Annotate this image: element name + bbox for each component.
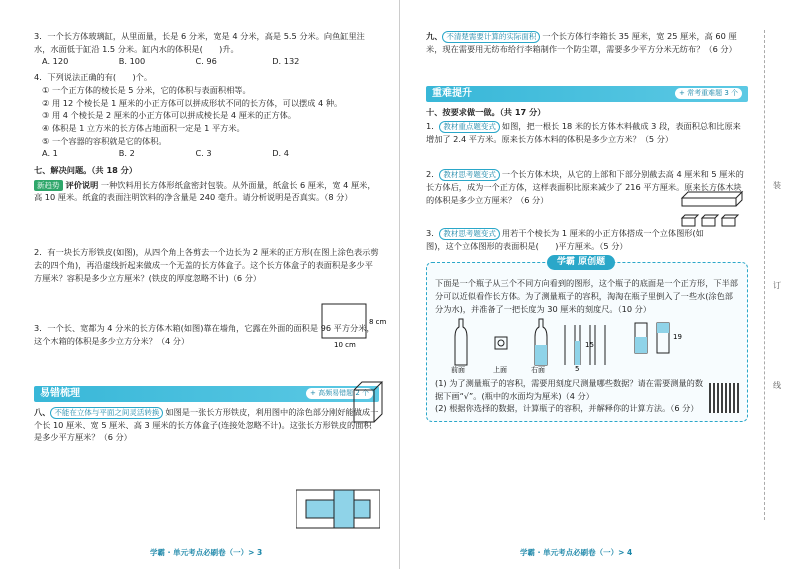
net-figure <box>296 486 380 530</box>
option-c[interactable]: C. 96 <box>195 56 217 67</box>
option-c[interactable]: C. 3 <box>195 148 212 159</box>
number-5: 5 <box>575 365 580 374</box>
section-9: 九、 不清楚需要计算的实际面积 一个长方体行李箱长 35 厘米，宽 25 厘米，高 60 厘米，现在需要用无纺布给行李箱制作一个防尘罩，需要多少平方分米无纺布？（6 分） <box>426 31 737 54</box>
task-1: 1． 教材重点题变式 如图，把一根长 18 米的长方体木料截成 3 段，表面积总和比原来增加了 2.4 平方米。原来长方体木料的体积是多少立方米？（5 分） <box>426 121 741 145</box>
option-b[interactable]: B. 100 <box>118 56 146 67</box>
problem-2: 2．有一块长方形铁皮(如图)，从四个角上各剪去一个边长为 2 厘米的正方形(在图上涂色表示剪去的四个角)，再沿虚线折起来做成一个无盖的长方体盒子。这个长方体盒子的表面积是多少平方厘米？容积是多少立方厘米？(铁皮的厚度忽略不计)（6 分） <box>34 247 379 283</box>
view-top-label: 上面 <box>493 366 507 374</box>
view-front-label: 前面 <box>451 366 465 374</box>
statement-1: ① 一个正方体的棱长是 5 分米，它的体积与表面积相等。 <box>42 84 251 95</box>
left-footer: 学霸 · 单元考点必刷卷（一）> 3 <box>150 548 263 558</box>
number-15: 15 <box>585 341 594 350</box>
qr-code-icon[interactable] <box>709 383 739 413</box>
statement-4: ④ 体积是 1 立方米的长方体占地面积一定是 1 平方米。 <box>42 122 245 133</box>
option-d[interactable]: D. 4 <box>272 148 289 159</box>
new-trend-tag: 新趋势 <box>34 180 63 191</box>
width-label: 10 cm <box>334 341 356 349</box>
section-8: 八、 不能在立体与平面之间灵活转换 如图是一张长方形铁皮，利用图中的涂色部分刚好能做成一个长 10 厘米、宽 5 厘米、高 3 厘米的长方体盒子(连接处忽略不计)。这张长方形铁皮的面积是多少平方厘米？（6 分） <box>34 406 379 443</box>
error-review-bar: 易错梳理 + 高频易错题 2 个 <box>34 386 379 402</box>
view-right-label: 右面 <box>531 366 545 374</box>
q3-options <box>34 55 379 68</box>
right-footer: 学霸 · 单元考点必刷卷（一）> 4 <box>520 548 633 558</box>
wood-figure <box>680 186 744 228</box>
option-a[interactable]: A. 1 <box>42 148 58 159</box>
task-3: 3． 教材思考题变式 用若干个棱长为 1 厘米的小正方体搭成一个立体图形(如图)，这个立体图形的表面积是( )平方厘米。（5 分） <box>426 227 704 251</box>
option-a[interactable]: A. 120 <box>42 56 69 67</box>
statement-5: ⑤ 一个容器的容积就是它的体积。 <box>42 135 167 146</box>
original-problem-title: 学霸 原创题 <box>547 255 615 270</box>
section-7-header: 七、解决问题。（共 18 分） <box>34 165 138 176</box>
number-19: 19 <box>673 333 682 342</box>
q4-options <box>34 147 379 160</box>
binding-strip: 装 订 线 <box>764 30 792 520</box>
option-b[interactable]: B. 2 <box>118 148 135 159</box>
problem-1: 新趋势 评价说明 一种饮料用长方体形纸盒密封包装。从外面量，纸盒长 6 厘米，宽 4 厘米，高 10 厘米。纸盒的表面注明饮料的净含量是 240 毫升。请分析说明是否真实。（8 分） <box>34 179 376 203</box>
statement-2: ② 用 12 个棱长是 1 厘米的小正方体可以拼成形状不同的长方体，可以摆成 4 种。 <box>42 97 343 108</box>
sheet-figure <box>318 300 388 350</box>
option-d[interactable]: D. 132 <box>272 56 300 67</box>
task-2: 2． 教材思考题变式 一个长方体木块，从它的上部和下部分别截去高 4 厘米和 5 厘米的长方体后，成为一个正方体，这样表面积比原来减少了 216 平方厘米。原来长方体木块的体积是多少立方厘米？（6 分） <box>426 169 744 205</box>
section-10-header: 十、按要求做一做。（共 17 分） <box>426 106 546 117</box>
key-difficulty-bar: 重难提升 + 常考重难题 3 个 <box>426 86 748 102</box>
height-label: 8 cm <box>369 318 387 326</box>
question-3: 3．一个长方体玻璃缸，从里面量，长是 6 分米，宽是 4 分米，高是 5.5 分米。向鱼缸里注水，水面低于缸沿 1.5 分米。缸内水的体积是( )升。 A. 120 B. 100 C. 96 D. 132 <box>34 30 379 68</box>
right-page <box>400 0 800 569</box>
question-4: 4．下列说法正确的有( )个。 ① 一个正方体的棱长是 5 分米，它的体积与表面积相等。 ② 用 12 个棱长是 1 厘米的小正方体可以拼成形状不同的长方体，可以摆成 4 种。 ③ 用 4 个棱长是 2 厘米的小正方体可以拼成棱长是 4 厘米的正方体。 ④ 体积是 1 立方米的长方体占地面积一定是 1 平方米。 ⑤ 一个容器的容积就是它的体积。 A. 1 B. 2 C. 3 D. 4 <box>34 71 379 160</box>
statement-3: ③ 用 4 个棱长是 2 厘米的小正方体可以拼成棱长是 4 厘米的正方体。 <box>42 110 297 121</box>
original-problem-box: 学霸 原创题 下面是一个瓶子从三个不同方向看到的图形，这个瓶子的底面是一个正方形，下半部分可以近似看作长方体。为了测量瓶子的容积，淘淘在瓶子里倒入了一些水(涂色部分为水)，并准备了一把长度为 30 厘米的刻度尺。（10 分） 前面 上面 右面 15 5 19 (1) 为了测量瓶子的容积，需要用刻度尺测量哪些数据？请在需要测量的数据下画“√”。(瓶中的水面均为厘米)（4 分） (2) 根据你选择的数据，计算瓶子的容积，并解释你的计算方法。（6 分） <box>426 262 748 422</box>
problem-3: 3．一个长、宽都为 4 分米的长方体木箱(如图)靠在墙角，它露在外面的面积是 96 平方分米，这个木箱的体积是多少立方分米？（4 分） <box>34 323 375 346</box>
bottle-views <box>435 315 735 373</box>
box-figure <box>350 378 386 426</box>
